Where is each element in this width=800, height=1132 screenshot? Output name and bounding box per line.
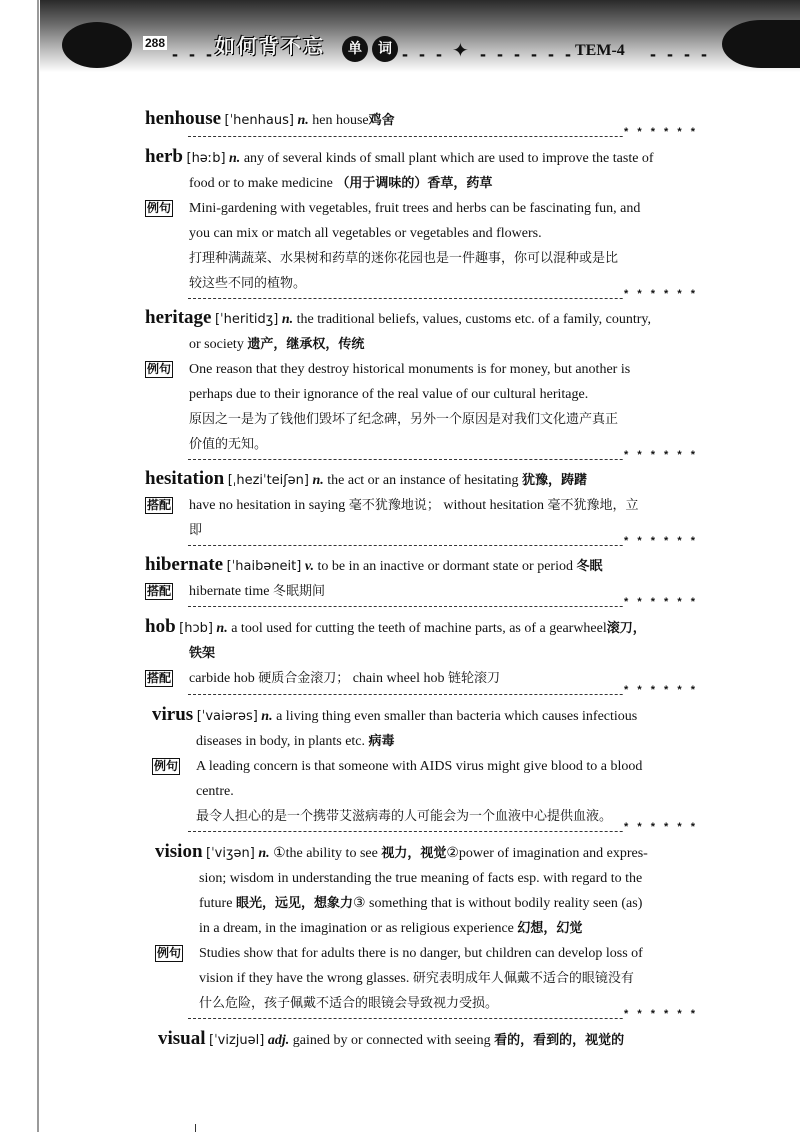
headword: visual — [158, 1028, 206, 1049]
collocation-tag: 搭配 — [147, 584, 172, 598]
definition-zh: 眼光，远见，想象力 — [235, 896, 353, 911]
definition: the act or an instance of hesitating — [327, 473, 519, 488]
example-tag: 例句 — [154, 759, 179, 773]
entry-separator: * * * * * * — [188, 1018, 698, 1031]
example-translation: 研究表明成年人佩戴不适合的眼镜没有 — [412, 971, 634, 986]
header-dashes: - - - — [172, 44, 215, 64]
definition-zh: 滚刀， — [606, 621, 646, 636]
header-dashes: - - - — [402, 44, 445, 64]
entry-hob — [145, 614, 710, 691]
phonetic: [ˈheritidʒ] — [214, 312, 279, 327]
definition: or society — [189, 337, 244, 352]
collocation-zh: 链轮滚刀 — [447, 671, 500, 686]
page-gutter-line — [37, 0, 39, 1132]
page-mark — [195, 1124, 196, 1132]
headword: hibernate — [145, 554, 224, 575]
phonetic: [ˈhaibəneit] — [226, 559, 302, 574]
entry-separator: * * * * * * — [188, 694, 698, 707]
collocation-zh: 毫不犹豫地说； — [348, 498, 440, 513]
definition: gained by or connected with seeing — [292, 1033, 491, 1048]
phonetic: [ˈviʒən] — [206, 846, 255, 861]
definition-zh: 病毒 — [368, 734, 395, 749]
definition-zh: 鸡舍 — [368, 113, 395, 128]
collocation: have no hesitation in saying — [189, 498, 346, 513]
collocation: chain wheel hob — [352, 671, 445, 686]
definition: the ability to see — [285, 846, 378, 861]
headword: hob — [145, 616, 176, 637]
example-sentence: Mini-gardening with vegetables, fruit trees and herbs can be fascinating fun, and — [189, 201, 641, 216]
example-block — [145, 357, 710, 457]
example-block — [155, 941, 715, 1016]
example-block — [152, 754, 717, 829]
entry-virus — [152, 702, 717, 829]
example-sentence: Studies show that for adults there is no danger, but children can develop loss of — [199, 946, 643, 961]
collocation-zh: 冬眠期间 — [272, 584, 325, 599]
collocation: hibernate time — [189, 584, 270, 599]
definition: food or to make medicine — [189, 176, 333, 191]
bird-icon: ✦ — [452, 40, 469, 62]
definition: power of imagination and expres- — [458, 846, 648, 861]
entry-separator: * * * * * * — [188, 136, 698, 149]
part-of-speech: n. — [281, 312, 294, 327]
header-title-char: 单 — [342, 36, 368, 62]
collocation-zh: 毫不犹豫地，立 — [547, 498, 639, 513]
entry-separator: * * * * * * — [188, 459, 698, 472]
definition-zh: 冬眠 — [576, 559, 603, 574]
decorative-blob — [62, 22, 132, 68]
phonetic: [ˈhenhaus] — [224, 113, 294, 128]
example-translation: 价值的无知。 — [189, 437, 268, 452]
part-of-speech: v. — [304, 559, 315, 574]
entry-vision — [155, 839, 715, 1016]
example-translation: 较这些不同的植物。 — [189, 276, 307, 291]
entry-separator: * * * * * * — [188, 831, 698, 844]
headword: hesitation — [145, 468, 225, 489]
collocation-zh: 硬质合金滚刀； — [258, 671, 350, 686]
phonetic: [ˈvizjuəl] — [209, 1033, 265, 1048]
collocation-tag: 搭配 — [147, 671, 172, 685]
definition: something that is without bodily reality seen (as) — [369, 896, 643, 911]
headword: virus — [152, 704, 194, 725]
example-sentence: you can mix or match all vegetables or vegetables and flowers. — [189, 226, 542, 241]
sense-number: ① — [273, 846, 286, 861]
collocation-tag: 搭配 — [147, 498, 172, 512]
part-of-speech: n. — [297, 113, 309, 128]
example-translation: 原因之一是为了钱他们毁坏了纪念碑，另外一个原因是对我们文化遗产真正 — [189, 412, 619, 427]
definition-zh: 铁架 — [189, 646, 216, 661]
part-of-speech: n. — [312, 473, 324, 488]
definition-zh: 幻想，幻觉 — [517, 921, 583, 936]
entry-herb — [145, 144, 710, 296]
example-translation: 最令人担心的是一个携带艾滋病毒的人可能会为一个血液中心提供血液。 — [196, 809, 613, 824]
definition-zh: 遗产，继承权，传统 — [247, 337, 365, 352]
entry-separator: * * * * * * — [188, 606, 698, 619]
example-sentence: vision if they have the wrong glasses. — [199, 971, 410, 986]
definition-zh: （用于调味的）香草，药草 — [336, 176, 493, 191]
part-of-speech: n. — [216, 621, 228, 636]
example-sentence: One reason that they destroy historical monuments is for money, but another is — [189, 362, 631, 377]
example-sentence: A leading concern is that someone with AIDS virus might give blood to a blood — [196, 759, 643, 774]
page-number: 288 — [145, 36, 166, 50]
definition: diseases in body, in plants etc. — [196, 734, 366, 749]
example-translation: 什么危险，孩子佩戴不适合的眼镜会导致视力受损。 — [199, 996, 499, 1011]
example-sentence: centre. — [196, 784, 234, 799]
part-of-speech: n. — [261, 709, 273, 724]
definition: any of several kinds of small plant which are used to improve the taste of — [243, 151, 654, 166]
header-title: 如何背不忘 — [215, 34, 325, 58]
definition: sion; wisdom in understanding the true meaning of facts esp. with regard to the — [199, 871, 643, 886]
header-dashes: - - - - — [650, 44, 710, 64]
example-translation: 打理种满蔬菜、水果树和药草的迷你花园也是一件趣事，你可以混种或是比 — [189, 251, 619, 266]
collocation-zh: 即 — [189, 523, 203, 538]
headword: vision — [155, 841, 203, 862]
definition: the traditional beliefs, values, customs etc. of a family, country, — [296, 312, 651, 327]
phonetic: [hɔb] — [179, 621, 213, 636]
example-tag: 例句 — [147, 362, 172, 376]
entry-heritage — [145, 305, 710, 457]
definition: a tool used for cutting the teeth of machine parts, as of a gearwheel — [231, 621, 607, 636]
decorative-blob — [722, 20, 800, 68]
headword: henhouse — [145, 108, 222, 129]
definition-zh: 看的，看到的，视觉的 — [494, 1033, 625, 1048]
header-title-char: 词 — [372, 36, 398, 62]
phonetic: [həːb] — [186, 151, 226, 166]
sense-number: ② — [446, 846, 459, 861]
example-tag: 例句 — [147, 201, 172, 215]
collocation: without hesitation — [443, 498, 545, 513]
entry-separator: * * * * * * — [188, 298, 698, 311]
example-block — [145, 196, 710, 296]
phonetic: [ˌheziˈteiʃən] — [227, 473, 309, 488]
definition: in a dream, in the imagination or as religious experience — [199, 921, 514, 936]
collocation: carbide hob — [189, 671, 255, 686]
headword: herb — [145, 146, 183, 167]
definition: future — [199, 896, 233, 911]
part-of-speech: adj. — [267, 1033, 290, 1048]
phonetic: [ˈvaiərəs] — [196, 709, 258, 724]
definition: to be in an inactive or dormant state or period — [317, 559, 573, 574]
part-of-speech: n. — [229, 151, 241, 166]
header-dashes: - - - - - - — [480, 44, 574, 64]
headword: heritage — [145, 307, 212, 328]
part-of-speech: n. — [258, 846, 270, 861]
sense-number: ③ — [352, 896, 366, 911]
entry-visual — [158, 1026, 723, 1053]
example-tag: 例句 — [157, 946, 182, 960]
definition-zh: 视力，视觉 — [381, 846, 447, 861]
definition: a living thing even smaller than bacteria which causes infectious — [276, 709, 638, 724]
example-sentence: perhaps due to their ignorance of the real value of our cultural heritage. — [189, 387, 589, 402]
entry-separator: * * * * * * — [188, 545, 698, 558]
definition: hen house — [312, 113, 369, 128]
exam-label: TEM-4 — [575, 42, 625, 59]
definition-zh: 犹豫，踌躇 — [522, 473, 588, 488]
entry-hesitation — [145, 466, 710, 543]
